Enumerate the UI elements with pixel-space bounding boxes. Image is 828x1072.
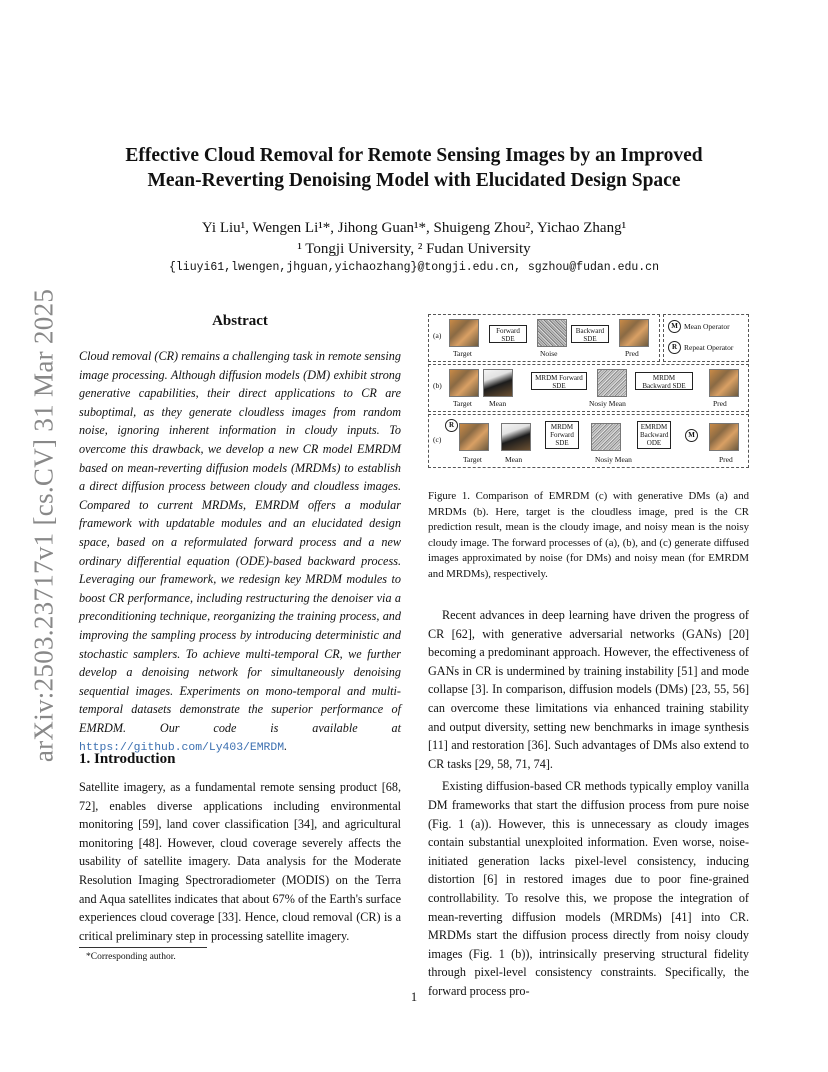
noisy-mean-label-c: Nosiy Mean (595, 455, 632, 464)
pred-label-c: Pred (719, 455, 733, 464)
target-label-a: Target (453, 349, 472, 358)
author-block (80, 218, 748, 260)
target-label-b: Target (453, 399, 472, 408)
noisy-mean-label-b: Nosiy Mean (589, 399, 626, 408)
abstract-heading: Abstract (212, 313, 268, 329)
abstract-text: Cloud removal (CR) remains a challenging task in remote sensing image processing. Although diffusion models (DM) exhibit strong generative capabilities, their direct applications to CR are suboptimal, as they generate cloudless images from random noise, ignoring inherent information in cloudy inputs. To overcome this drawback, we develop a new CR model EMRDM based on mean-reverting diffusion models (MRDMs) to establish a direct diffusion process between cloudy and cloudless images. Compared to current MRDMs, EMRDM offers a modular framework with updatable modules and an elucidated design space, based on a reformulated forward process and a new ordinary differential equation (ODE)-based backward process. Leveraging our framework, we redesign key MRDM modules to boost CR performance, including restructuring the denoiser via a preconditioning technique, reorganizing the training process, and improving the sampling process by introducing deterministic and stochastic samplers. To achieve multi-temporal CR, we further develop a denoising network for simultaneously denoising sequential images. Experiments on mono-temporal and multi-temporal datasets demonstrate the superior performance of EMRDM. Our code is available at (79, 349, 401, 735)
figure-panel-c (428, 414, 749, 468)
mean-image-b (483, 369, 513, 397)
arxiv-side-stamp (14, 0, 59, 1072)
mean-operator-icon-c: M (685, 429, 698, 442)
title-line-2: Mean-Reverting Denoising Model with Elucidated Design Space (147, 170, 681, 191)
right-column-body (428, 606, 749, 1004)
repeat-operator-icon: R (668, 341, 681, 354)
forward-sde-box: Forward SDE (489, 325, 527, 343)
noisy-mean-image-b (597, 369, 627, 397)
mean-label-c: Mean (505, 455, 523, 464)
pred-label-b: Pred (713, 399, 727, 408)
affiliations: ¹ Tongji University, ² Fudan University (297, 241, 531, 257)
target-image-a (449, 319, 479, 347)
emrdm-backward-ode-box: EMRDM Backward ODE (637, 421, 671, 449)
legend-repeat-operator: Repeat Operator (684, 343, 734, 352)
repeat-operator-icon-c: R (445, 419, 458, 432)
noise-image (537, 319, 567, 347)
panel-a-label: (a) (433, 331, 442, 340)
backward-sde-box: Backward SDE (571, 325, 609, 343)
author-emails: {liuyi61,lwengen,jhguan,yichaozhang}@tongji.edu.cn, sgzhou@fudan.edu.cn (169, 261, 659, 274)
paper-title (80, 143, 748, 193)
pred-image-a (619, 319, 649, 347)
title-line-1: Effective Cloud Removal for Remote Sensing Images by an Improved (125, 145, 703, 166)
pred-image-c (709, 423, 739, 451)
footnote-rule (79, 947, 207, 948)
target-image-b (449, 369, 479, 397)
mean-operator-icon: M (668, 320, 681, 333)
figure-panel-a (428, 314, 660, 362)
figure-legend (663, 314, 749, 362)
section-heading-introduction: 1. Introduction (79, 751, 176, 767)
code-link[interactable]: https://github.com/Ly403/EMRDM (79, 742, 285, 755)
arxiv-stamp-text: arXiv:2503.23717v1 [cs.CV] 31 Mar 2025 (28, 288, 59, 763)
abstract-body: Cloud removal (CR) remains a challenging task in remote sensing image processing. Although diffusion models (DM) exhibit strong generative capabilities, their direct applications to CR are suboptimal, as they generate cloudless images from random noise, ignoring inherent information in cloudy inputs. To overcome this drawback, we develop a new CR model EMRDM based on mean-reverting diffusion models (MRDMs) to establish a direct diffusion process between cloudy and cloudless images. Compared to current MRDMs, EMRDM offers a modular framework with updatable modules and an elucidated design space, based on a reformulated forward process and a new ordinary differential equation (ODE)-based backward process. Leveraging our framework, we redesign key MRDM modules to boost CR performance, including restructuring the denoiser via a preconditioning technique, reorganizing the training process, and improving the sampling process by introducing deterministic and stochastic samplers. To achieve multi-temporal CR, we further develop a denoising network for simultaneously denoising sequential images. Experiments on mono-temporal and multi-temporal datasets demonstrate the superior performance of EMRDM. Our code is available at https://github.com/Ly403/EMRDM. (79, 349, 401, 755)
mrdm-backward-sde-box: MRDM Backward SDE (635, 372, 693, 390)
mrdm-forward-sde-box-c: MRDM Forward SDE (545, 421, 579, 449)
noisy-mean-image-c (591, 423, 621, 451)
target-label-c: Target (463, 455, 482, 464)
noise-label: Noise (540, 349, 558, 358)
paragraph-recent-advances: Recent advances in deep learning have driven the progress of CR [62], with generative adversarial networks (GANs) [20] becoming a predominant approach. However, the effectiveness of GANs in CR is undermined by training instability [51] and mode collapse [3]. In comparison, diffusion models (DMs) [23, 55, 56] can overcome these limitations via enhanced training stability and output diversity, setting new benchmarks in image synthesis [11] and restoration [36]. Such advantages of DMs also extend to CR tasks [29, 58, 71, 74]. (428, 608, 749, 771)
legend-mean-operator: Mean Operator (684, 322, 730, 331)
author-list: Yi Liu¹, Wengen Li¹*, Jihong Guan¹*, Shuigeng Zhou², Yichao Zhang¹ (201, 220, 627, 236)
paragraph-existing-methods: Existing diffusion-based CR methods typically employ vanilla DM frameworks that start the diffusion process from pure noise (Fig. 1 (a)). However, this is unnecessary as cloudy images contain substantial unexploited information. Even worse, noise-initiated generation lacks pixel-level consistency, inducing distortion [6] in restored images due to poor fine-grained controllability. To resolve this, we propose the integration of mean-reverting diffusion models (MRDMs) [41] into CR. MRDMs start the diffusion process directly from noisy cloudy images (Fig. 1 (b)), intrinsically preserving structural fidelity through pixel-level consistency constraints. Specifically, the forward process pro- (428, 779, 749, 998)
mrdm-forward-sde-box: MRDM Forward SDE (531, 372, 587, 390)
figure-1-caption: Figure 1. Comparison of EMRDM (c) with generative DMs (a) and MRDMs (b). Here, target is the cloudless image, pred is the CR prediction result, mean is the cloudy image, and noisy mean is the noisy cloudy image. The forward processes of (a), (b), and (c) generate diffused images approximated by noise (for DMs) and noisy mean (for EMRDM and MRDMs), respectively. (428, 490, 749, 580)
footnote: *Corresponding author. (86, 952, 176, 962)
pred-label-a: Pred (625, 349, 639, 358)
mean-image-c (501, 423, 531, 451)
pred-image-b (709, 369, 739, 397)
target-image-c (459, 423, 489, 451)
panel-b-label: (b) (433, 381, 442, 390)
figure-1 (428, 314, 749, 469)
panel-c-label: (c) (433, 435, 442, 444)
introduction-paragraph: Satellite imagery, as a fundamental remote sensing product [68, 72], enables diverse applications including environmental monitoring [59], land cover classification [34], and agricultural monitoring [48]. However, cloud coverage severely affects the usability of satellite imagery. Data analysis for the Moderate Resolution Imaging Spectroradiometer (MODIS) on the Terra and Aqua satellites indicates that about 67% of the Earth's surface experiences cloud coverage [33]. Hence, cloud removal (CR) is a critical preliminary step in processing satellite imagery. (79, 780, 401, 943)
figure-panel-b (428, 364, 749, 412)
page-number: 1 (410, 990, 418, 1004)
mean-label-b: Mean (489, 399, 507, 408)
